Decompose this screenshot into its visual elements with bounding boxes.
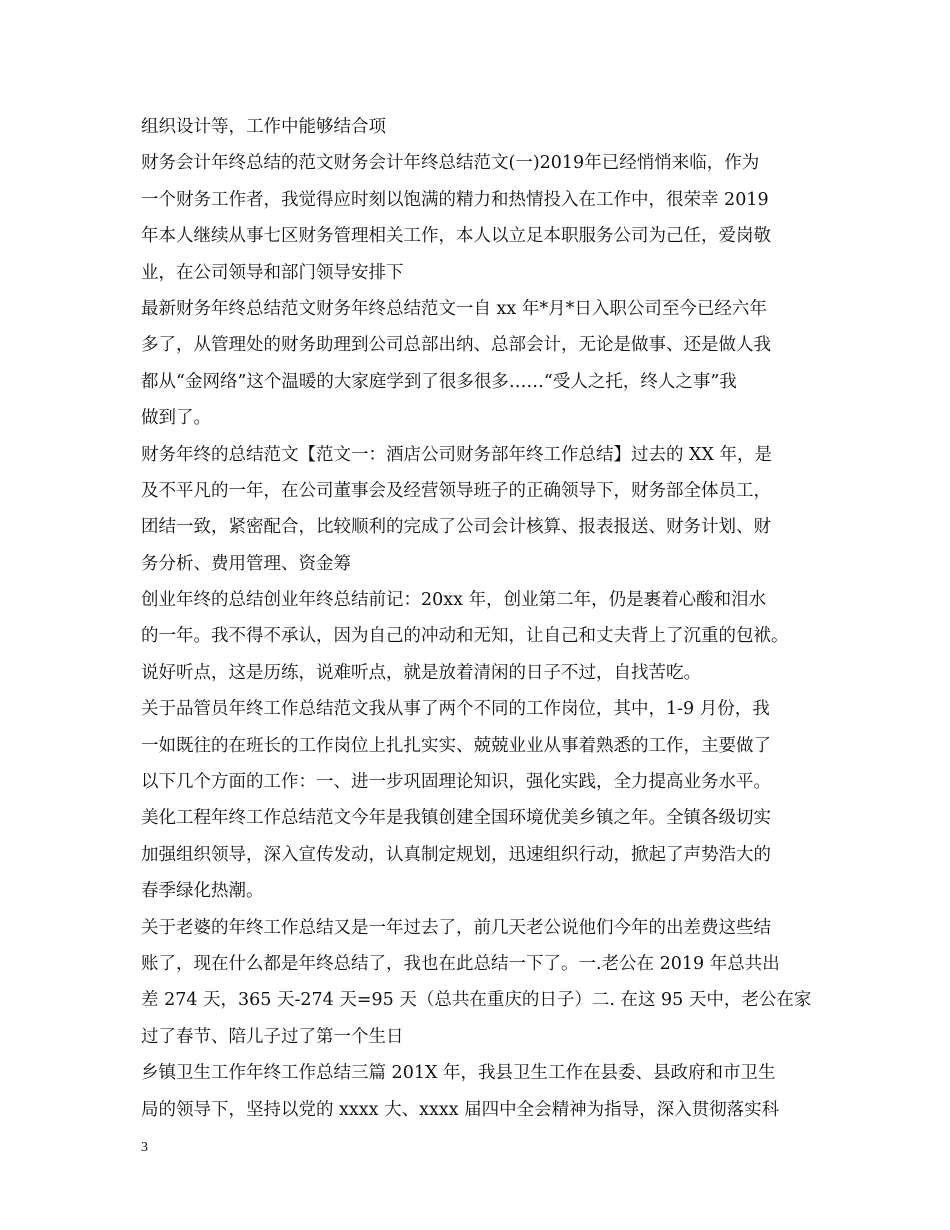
text-line: 春季绿化热潮。 bbox=[141, 881, 264, 902]
text-line: 一个财务工作者，我觉得应时刻以饱满的精力和热情投入在工作中，很荣幸 2019 bbox=[141, 189, 769, 210]
text-line: 局的领导下，坚持以党的 xxxx 大、xxxx 届四中全会精神为指导，深入贯彻落实科 bbox=[141, 1099, 780, 1120]
text-line: 务分析、费用管理、资金筹 bbox=[141, 553, 351, 574]
text-line: 创业年终的总结创业年终总结前记：20xx 年，创业第二年，仍是裹着心酸和泪水 bbox=[141, 590, 767, 611]
text-line: 财务会计年终总结的范文财务会计年终总结范文(一)2019年已经悄悄来临，作为 bbox=[141, 153, 760, 174]
text-line: 加强组织领导，深入宣传发动，认真制定规划，迅速组织行动，掀起了声势浩大的 bbox=[141, 844, 771, 865]
text-line: 年本人继续从事七区财务管理相关工作，本人以立足本职服务公司为己任，爱岗敬 bbox=[141, 226, 771, 247]
text-line: 乡镇卫生工作年终工作总结三篇 201X 年，我县卫生工作在县委、县政府和市卫生 bbox=[141, 1063, 776, 1084]
text-line: 以下几个方面的工作：一、进一步巩固理论知识，强化实践，全力提高业务水平。 bbox=[141, 772, 771, 793]
text-line: 过了春节、陪儿子过了第一个生日 bbox=[141, 1026, 404, 1047]
text-line: 及不平凡的一年，在公司董事会及经营领导班子的正确领导下，财务部全体员工， bbox=[141, 480, 771, 501]
text-line: 的一年。我不得不承认，因为自己的冲动和无知，让自己和丈夫背上了沉重的包袱。 bbox=[141, 626, 789, 647]
text-line: 都从“金网络”这个温暖的大家庭学到了很多很多……“受人之托，终人之事”我 bbox=[141, 371, 737, 392]
document-body bbox=[141, 109, 821, 1128]
text-line: 多了，从管理处的财务助理到公司总部出纳、总部会计，无论是做事、还是做人我 bbox=[141, 335, 771, 356]
text-line: 美化工程年终工作总结范文今年是我镇创建全国环境优美乡镇之年。全镇各级切实 bbox=[141, 808, 771, 829]
text-line: 一如既往的在班长的工作岗位上扎扎实实、兢兢业业从事着熟悉的工作，主要做了 bbox=[141, 735, 771, 756]
page-number: 3 bbox=[141, 1140, 148, 1155]
text-line: 组织设计等，工作中能够结合项 bbox=[141, 117, 386, 137]
text-line: 关于品管员年终工作总结范文我从事了两个不同的工作岗位，其中，1-9 月份，我 bbox=[141, 699, 770, 720]
text-line: 关于老婆的年终工作总结又是一年过去了，前几天老公说他们今年的出差费这些结 bbox=[141, 917, 771, 938]
text-line: 做到了。 bbox=[141, 408, 211, 429]
text-line: 账了，现在什么都是年终总结了，我也在此总结一下了。一.老公在 2019 年总共出 bbox=[141, 953, 780, 974]
text-line: 说好听点，这是历练，说难听点，就是放着清闲的日子不过，自找苦吃。 bbox=[141, 662, 701, 683]
text-line: 差 274 天，365 天-274 天=95 天（总共在重庆的日子）二. 在这 95 天中，老公在家 bbox=[141, 990, 812, 1011]
text-line: 最新财务年终总结范文财务年终总结范文一自 xx 年*月*日入职公司至今已经六年 bbox=[141, 298, 767, 319]
text-line: 财务年终的总结范文【范文一：酒店公司财务部年终工作总结】过去的 XX 年，是 bbox=[141, 444, 773, 465]
text-line: 业，在公司领导和部门领导安排下 bbox=[141, 262, 404, 283]
text-line: 团结一致，紧密配合，比较顺利的完成了公司会计核算、报表报送、财务计划、财 bbox=[141, 517, 771, 538]
